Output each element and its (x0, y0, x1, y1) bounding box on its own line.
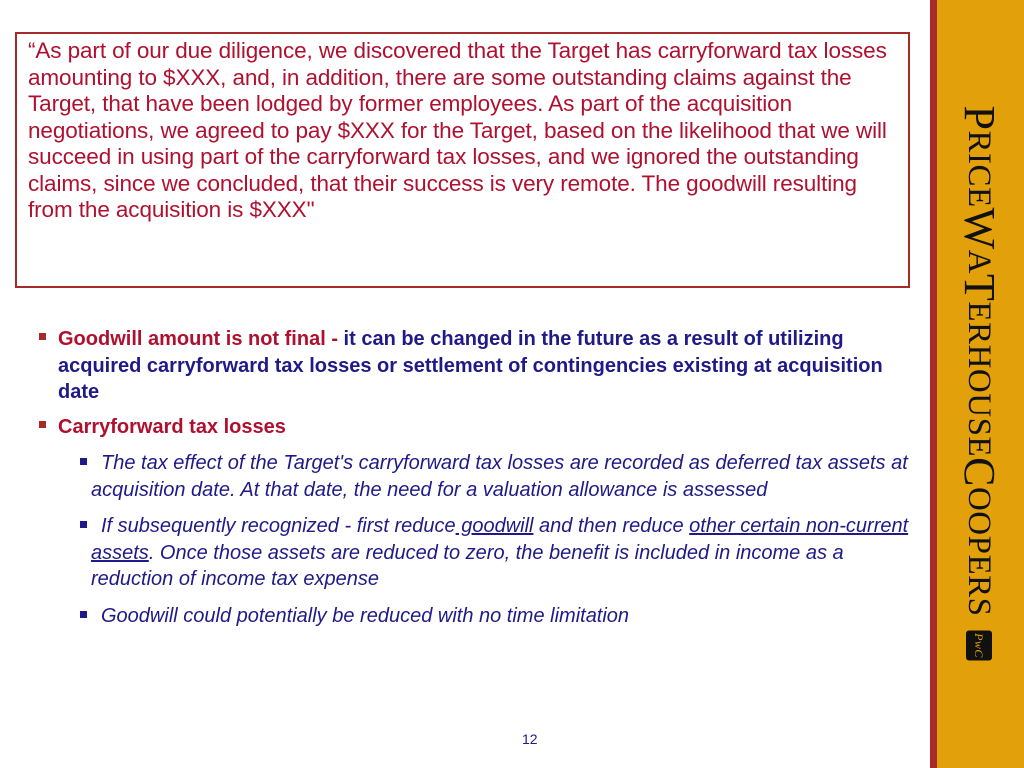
sub-bullet-text (91, 513, 918, 593)
underlined-goodwill: goodwill (455, 515, 534, 537)
logo-letter: C (955, 457, 1004, 487)
sub2-part: If subsequently recognized - first reduce (101, 515, 456, 537)
sub-bullet-1 (38, 450, 918, 503)
logo-letters: A (961, 249, 998, 275)
bullet-square-icon (39, 421, 46, 428)
page-number: 12 (522, 731, 538, 747)
underlined-other-assets: other certain non-current assets (91, 515, 909, 564)
bullet-list (38, 326, 918, 639)
bullet-carryforward (38, 414, 918, 441)
pwc-logo (955, 105, 1004, 660)
bullet-square-icon (39, 333, 46, 340)
bullet-square-icon (80, 521, 87, 528)
logo-letters: OOPERS (961, 486, 998, 617)
sub-bullet-2 (38, 513, 918, 593)
sub2-part: . Once those assets are reduced to zero, the benefit is included in income as a reduction of income tax expense (91, 541, 844, 590)
logo-letter: P (955, 105, 1004, 131)
logo-letter: W (955, 207, 1004, 250)
bullet-goodwill (38, 326, 918, 406)
bullet-text (58, 326, 918, 406)
bullet-square-icon (80, 611, 87, 618)
carryforward-heading: Carryforward tax losses (58, 415, 286, 438)
sub-bullet-3 (38, 603, 918, 630)
logo-letters: ERHOUSE (961, 301, 998, 458)
goodwill-rest: it can be changed in the future as a result of utilizing acquired carryforward tax losses or settlement of contingencies existing at acquisition date (58, 328, 883, 403)
goodwill-lead: Goodwill amount is not final - (58, 328, 344, 350)
pwc-mark-icon: PwC (966, 631, 992, 661)
quote-box (15, 32, 910, 288)
quote-text: “As part of our due diligence, we discovered that the Target has carryforward tax losses amounting to $XXX, and, in addition, there are some outstanding claims against the Target, that have been lodged by former employees. As part of the acquisition negotiations, we agreed to pay $XXX for the Target, based on the likelihood that we will succeed in using part of the carryforward tax losses, and we ignored the outstanding claims, since we concluded, that their success is very remote. The goodwill resulting from the acquisition is $XXX" (28, 38, 887, 222)
logo-letters: RICE (961, 130, 998, 208)
sub2-part: and then reduce (533, 515, 690, 537)
sub-bullet-text: The tax effect of the Target's carryforward tax losses are recorded as deferred tax assets at acquisition date. At that date, the need for a valuation allowance is assessed (91, 452, 908, 501)
bullet-square-icon (80, 458, 87, 465)
sub-bullet-text: Goodwill could potentially be reduced with no time limitation (101, 604, 630, 627)
logo-letter: T (955, 274, 1004, 302)
